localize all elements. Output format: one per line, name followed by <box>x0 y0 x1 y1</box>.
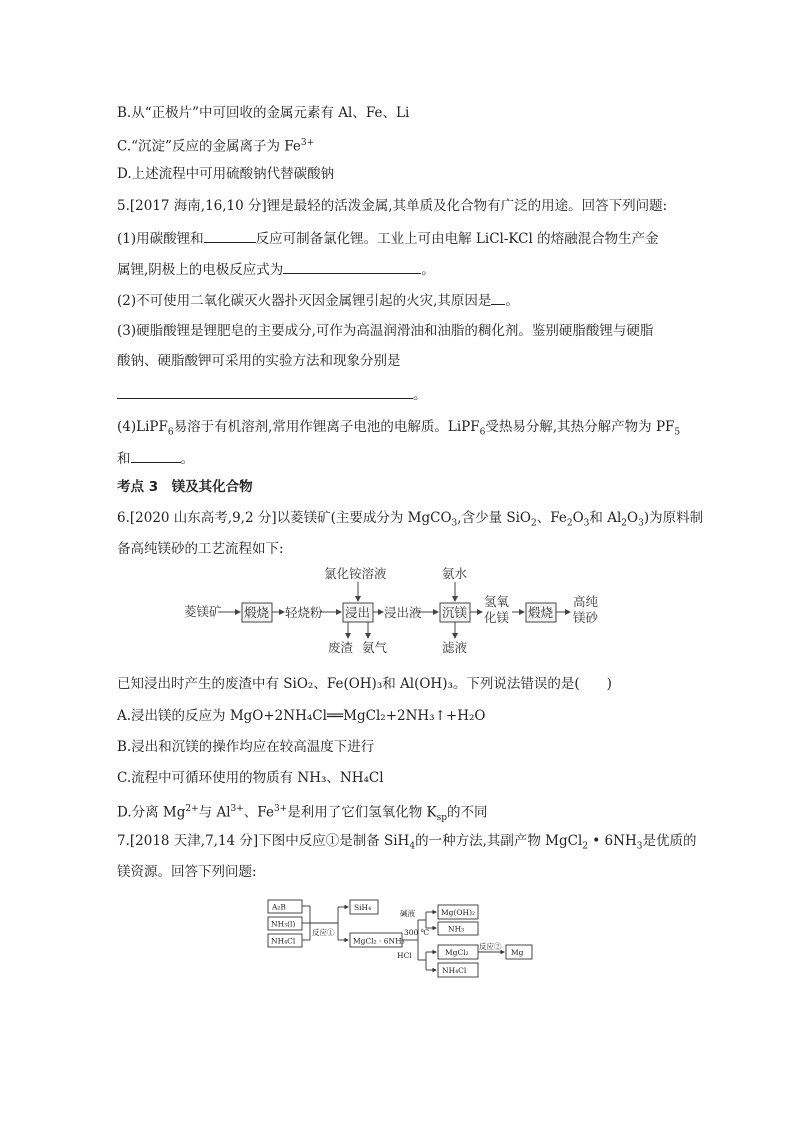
q5-part4-line2: 和 。 <box>117 451 194 467</box>
q6-option-a: A.浸出镁的反应为 MgO+2NH₄Cl══MgCl₂+2NH₃↑+H₂O <box>117 708 486 724</box>
q4-option-b: B.从“正极片”中可回收的金属元素有 Al、Fe、Li <box>117 105 410 121</box>
diag-mg: Mg <box>511 948 524 957</box>
diag-mgcl2: MgCl₂ <box>445 948 469 957</box>
q7-stem-line1: 7.[2018 天津,7,14 分]下图中反应①是制备 SiH$_4$的一种方法,其副产物 MgCl$_2$ • $6NH_3$是优质的 <box>117 833 697 852</box>
answer-blank[interactable] <box>204 229 256 243</box>
q6-option-c: C.流程中可循环使用的物质有 NH₃、NH₄Cl <box>117 770 384 786</box>
q5-part3-line3: 。 <box>117 385 427 404</box>
flow-precipitate: 沉镁 <box>442 605 468 620</box>
flow-filtrate: 滤液 <box>442 640 468 655</box>
diag-alkali: 碱液 <box>400 909 415 918</box>
q5-part1-line1: (1)用碳酸锂和 反应可制备氯化锂。工业上可由电解 LiCl-KCl 的熔融混合物生产金 <box>117 231 659 247</box>
diag-a2b: A₂B <box>272 902 286 912</box>
flow-ammonia-water: 氨水 <box>442 566 468 581</box>
q5-part4-line1: (4)LiPF$_6$易溶于有机溶剂,常用作锂离子电池的电解质。LiPF$_6$受热易分解,其热分解产物为 $PF_5$ <box>117 419 681 438</box>
flow-hydroxide-1: 氢氧 <box>484 594 510 609</box>
flow-product-1: 高纯 <box>573 594 599 609</box>
q4-option-c: C.“沉淀”反应的金属离子为 $Fe^{3+}$ <box>117 138 315 155</box>
flow-raw: 菱镁矿 <box>184 604 222 619</box>
diag-reaction-2: 反应② <box>479 942 502 951</box>
q6-stem-line1: 6.[2020 山东高考,9,2 分]以菱镁矿(主要成分为 MgCO$_3$,含少量 SiO$_2$、$Fe_2O_3$和 $Al_2O_3$)为原料制 <box>117 510 704 529</box>
q5-part3-line1: (3)硬脂酸锂是锂肥皂的主要成分,可作为高温润滑油和油脂的稠化剂。鉴别硬脂酸锂与硬脂 <box>117 323 654 339</box>
q6-stem-line2: 备高纯镁砂的工艺流程如下: <box>117 541 284 557</box>
q5-part1-line2: 属锂,阴极上的电极反应式为 。 <box>117 262 435 278</box>
q5-stem: 5.[2017 海南,16,10 分]锂是最轻的活泼金属,其单质及化合物有广泛的用途。回答下列问题: <box>117 198 668 214</box>
q6-known: 已知浸出时产生的废渣中有 SiO₂、Fe(OH)₃和 Al(OH)₃。下列说法错误的是( ) <box>117 676 612 692</box>
q5-part3-line2: 酸钠、硬脂酸钾可采用的实验方法和现象分别是 <box>117 353 401 369</box>
diag-reaction-1: 反应① <box>312 928 335 937</box>
flow-calcine-1: 煅烧 <box>244 605 270 620</box>
diag-nh3: NH₃ <box>448 924 465 934</box>
answer-blank[interactable] <box>283 260 421 274</box>
flow-product-2: 镁砂 <box>573 610 599 625</box>
flow-calcine-2: 煅烧 <box>528 605 554 620</box>
flow-hydroxide-2: 化镁 <box>484 610 510 625</box>
diag-300c: 300 ℃ <box>404 928 430 937</box>
flow-nh4cl-solution: 氯化铵溶液 <box>324 566 387 581</box>
answer-blank[interactable] <box>117 385 413 399</box>
diag-sih4: SiH₄ <box>354 903 372 912</box>
section-heading: 考点 3 镁及其化合物 <box>117 479 253 495</box>
flow-leach: 浸出 <box>345 605 371 620</box>
diag-mgoh2: Mg(OH)₂ <box>441 908 476 917</box>
q6-option-d: D.分离 $Mg^{2+}$与 $Al^{3+}$、$Fe^{3+}$是利用了它们氢氧化物 $K_{sp}$的不同 <box>117 804 488 824</box>
q5-part2: (2)不可使用二氧化碳灭火器扑灭因金属锂引起的火灾,其原因是 。 <box>117 293 519 309</box>
diag-mgcl2-6nh3: MgCl₂ · 6NH₃ <box>353 936 405 946</box>
flow-light-powder: 轻烧粉 <box>285 605 323 620</box>
diag-hcl: HCl <box>397 951 412 960</box>
diag-nh4cl-out: NH₄Cl <box>442 966 467 975</box>
answer-blank[interactable] <box>131 449 181 463</box>
flow-ammonia-gas: 氨气 <box>362 640 388 655</box>
flow-leachate: 浸出液 <box>384 605 422 620</box>
diag-nh4cl-in: NH₄Cl <box>271 936 296 946</box>
flow-waste: 废渣 <box>328 640 354 655</box>
q6-option-b: B.浸出和沉镁的操作均应在较高温度下进行 <box>117 739 375 755</box>
q4-option-d: D.上述流程中可用硫酸钠代替碳酸钠 <box>117 166 335 182</box>
diag-nh3-liquid: NH₃(l) <box>271 919 296 929</box>
q6-flow-diagram <box>180 566 610 662</box>
q7-stem-line2: 镁资源。回答下列问题: <box>117 864 257 880</box>
answer-blank[interactable] <box>491 291 505 305</box>
q7-reaction-diagram <box>266 896 536 982</box>
